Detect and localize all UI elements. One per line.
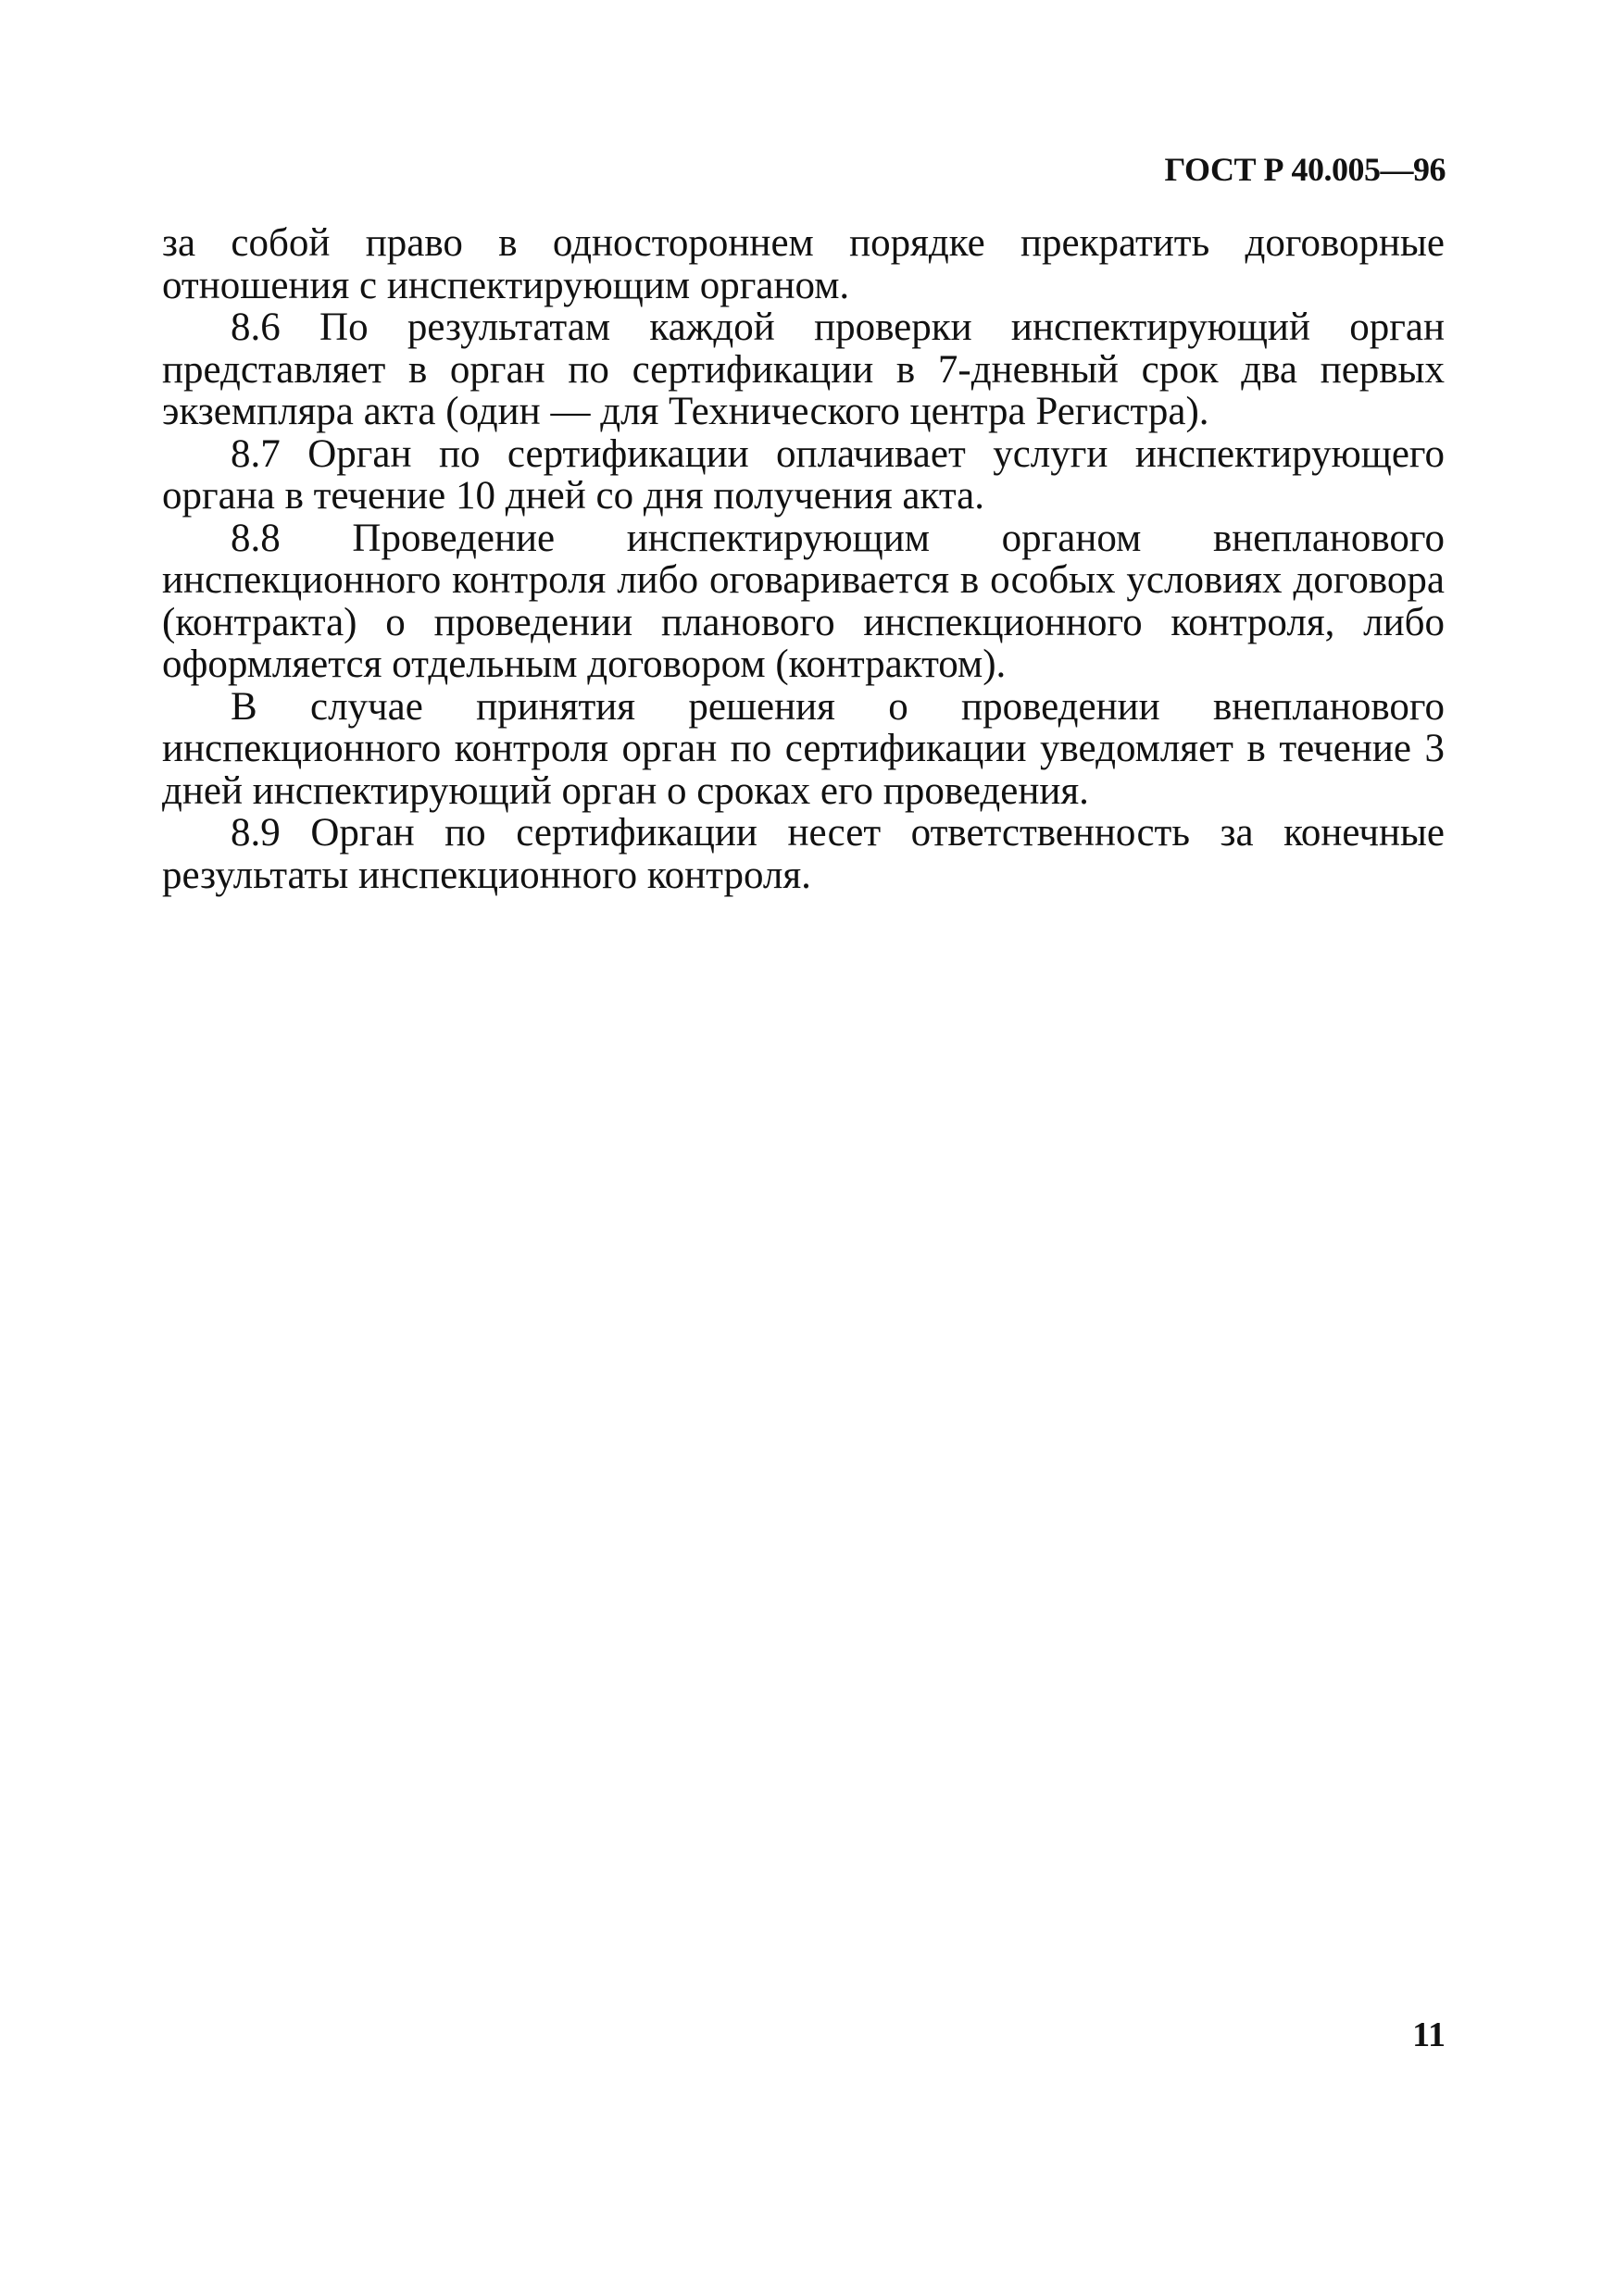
page-number: 11 — [1412, 2015, 1446, 2054]
paragraph-8-6: 8.6 По результатам каждой проверки инспектирующий орган представляет в орган по сертификации в 7-дневный срок два первых экземпляра акта (один — для Технического центра Регистра). — [162, 306, 1445, 433]
document-code: ГОСТ Р 40.005—96 — [1164, 151, 1446, 188]
paragraph-continuation: за собой право в одностороннем порядке прекратить договорные отношения с инспектирующим органом. — [162, 221, 1445, 307]
paragraph-8-8: 8.8 Проведение инспектирующим органом внепланового инспекционного контроля либо оговаривается в особых условиях договора (контракта) о проведении планового инспекционного контроля, либо оформляется отдельным договором (контрактом). — [162, 516, 1445, 686]
paragraph-8-9: 8.9 Орган по сертификации несет ответственность за конечные результаты инспекционного контроля. — [162, 811, 1445, 897]
paragraph-8-7: 8.7 Орган по сертификации оплачивает услуги инспектирующего органа в течение 10 дней со дня получения акта. — [162, 431, 1445, 518]
paragraph-unplanned-notice: В случае принятия решения о проведении внепланового инспекционного контроля орган по сертификации уведомляет в течение 3 дней инспектирующий орган о сроках его проведения. — [162, 684, 1445, 813]
body-text — [162, 222, 1445, 896]
